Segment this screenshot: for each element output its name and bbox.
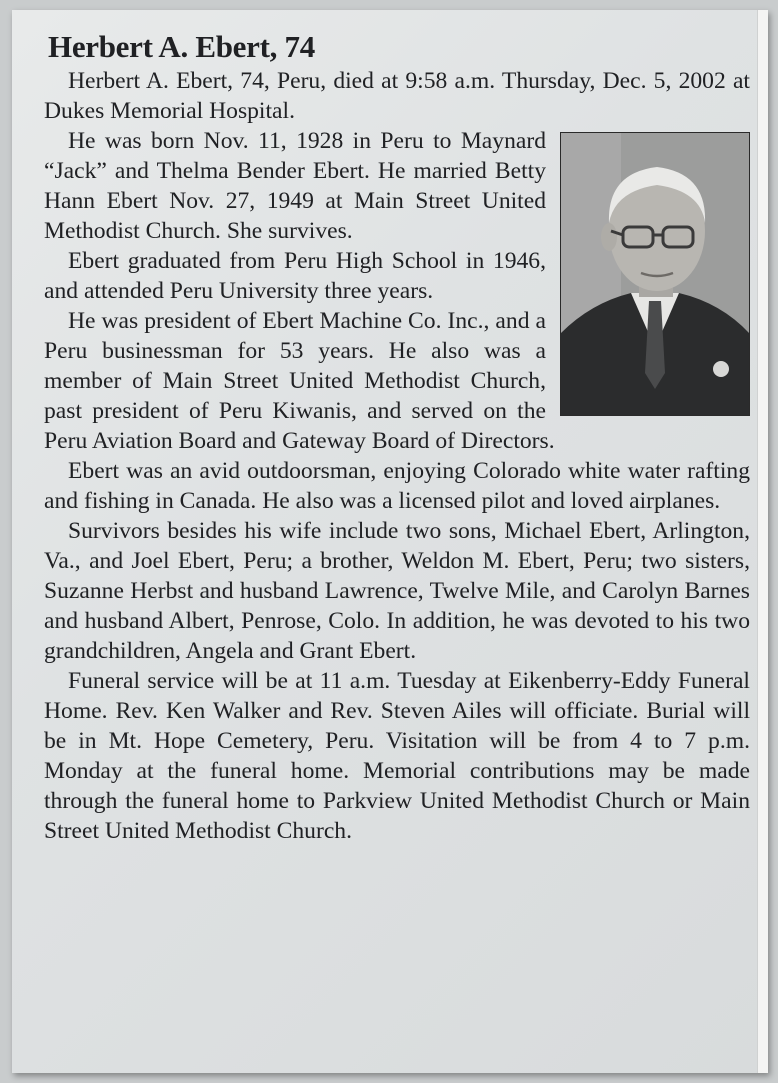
paragraph-death: Herbert A. Ebert, 74, Peru, died at 9:58 a.m. Thursday, Dec. 5, 2002 at Dukes Memorial Hospital. <box>44 68 750 124</box>
paragraph-hobbies: Ebert was an avid outdoorsman, enjoying Colorado white water rafting and fishing in Canada. He also was a licensed pilot and loved airplanes. <box>44 458 750 514</box>
adjacent-column-edge <box>757 10 768 1073</box>
obituary-article <box>44 28 750 846</box>
paragraph-birth: He was born Nov. 11, 1928 in Peru to Maynard “Jack” and Thelma Bender Ebert. He married Betty Hann Ebert Nov. 27, 1949 at Main Street United Methodist Church. She survives. <box>44 128 546 244</box>
paragraph-survivors: Survivors besides his wife include two sons, Michael Ebert, Arlington, Va., and Joel Ebert, Peru; a brother, Weldon M. Ebert, Peru; two sisters, Suzanne Herbst and husband Lawrence, Twelve Mile, and Carolyn Barnes and husband Albert, Penrose, Colo. In addition, he was devoted to his two grandchildren, Angela and Grant Ebert. <box>44 518 750 664</box>
paragraph-funeral: Funeral service will be at 11 a.m. Tuesday at Eikenberry-Eddy Funeral Home. Rev. Ken Walker and Rev. Steven Ailes will officiate. Burial will be in Mt. Hope Cemetery, Peru. Visitation will be from 4 to 7 p.m. Monday at the funeral home. Memorial contributions may be made through the funeral home to Parkview United Methodist Church or Main Street United Methodist Church. <box>44 668 750 844</box>
newspaper-clipping <box>12 10 768 1073</box>
portrait-illustration <box>561 133 749 415</box>
obituary-headline: Herbert A. Ebert, 74 <box>48 29 315 64</box>
paragraph-career: He was president of Ebert Machine Co. Inc., and a Peru businessman for 53 years. He also was a member of Main Street United Methodist Church, past president of Peru Kiwanis, and served on the Peru Aviation Board and Gateway Board of Directors. <box>44 308 555 454</box>
paragraph-education: Ebert graduated from Peru High School in 1946, and attended Peru University three years. <box>44 248 546 304</box>
portrait-photo <box>560 132 750 416</box>
